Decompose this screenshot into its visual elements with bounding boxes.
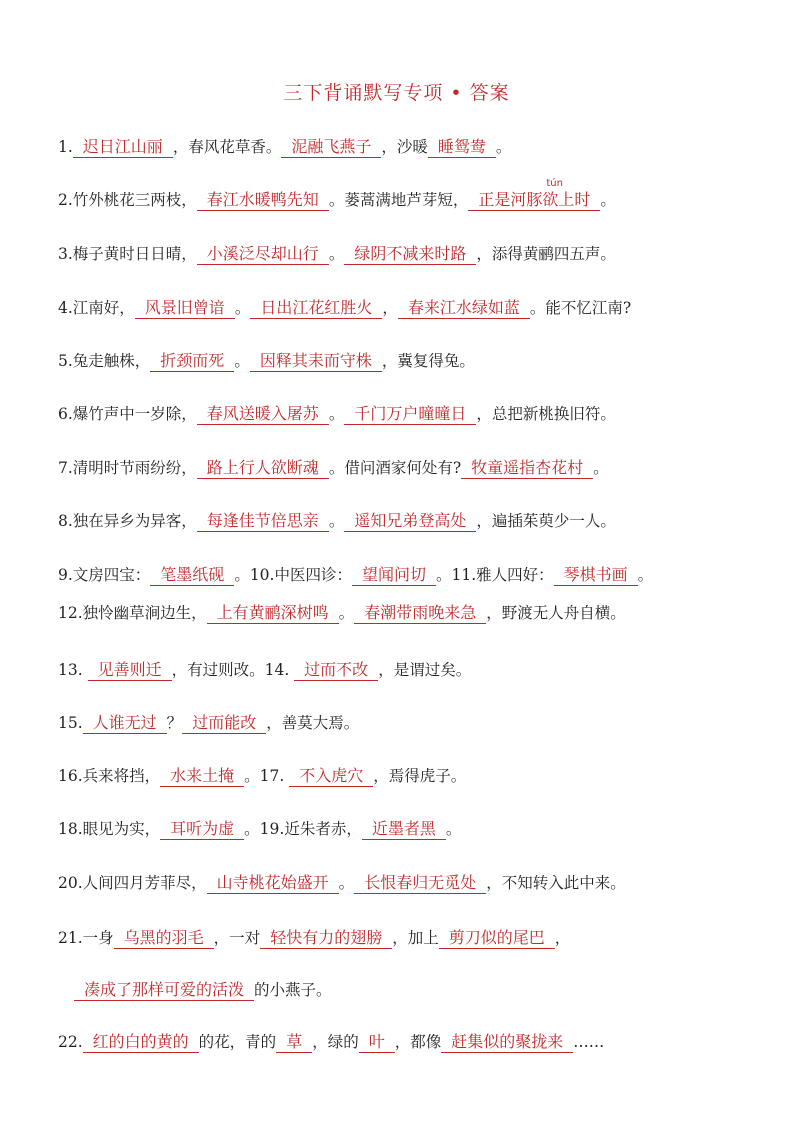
answer-blank: 路上行人欲断魂 — [197, 457, 329, 479]
prompt-text: 。 — [234, 299, 251, 317]
answer-blank: 红的白的黄的 — [83, 1031, 199, 1053]
prompt-text: ，一对 — [213, 929, 261, 947]
prompt-text: ，有过则改。14. — [171, 661, 295, 679]
prompt-text: ，添得黄鹂四五声。 — [476, 245, 616, 263]
answer-line — [58, 135, 753, 159]
answer-line — [58, 349, 753, 373]
prompt-text: 。17. — [244, 767, 290, 785]
prompt-text: 3.梅子黄时日日晴， — [58, 245, 197, 263]
prompt-text: 。 — [600, 191, 616, 209]
answer-blank: 乌黑的羽毛 — [114, 927, 214, 949]
prompt-text: 6.爆竹声中一岁除， — [58, 405, 197, 423]
answer-line — [58, 764, 753, 788]
prompt-text: 22. — [58, 1033, 83, 1051]
prompt-text: 。 — [338, 874, 355, 892]
answer-blank: 千门万户曈曈日 — [344, 403, 476, 425]
answer-line — [58, 509, 753, 533]
prompt-text: ，焉得虎子。 — [373, 767, 467, 785]
prompt-text: 的花，青的 — [198, 1033, 277, 1051]
prompt-text: ， — [382, 299, 398, 317]
prompt-text: 21.一身 — [58, 929, 114, 947]
answer-blank: 每逢佳节倍思亲 — [197, 510, 329, 532]
answer-blank: 折颈而死 — [150, 350, 234, 372]
answer-blank: 水来土掩 — [160, 765, 244, 787]
prompt-text: 13. — [58, 661, 88, 679]
prompt-text: 。 — [234, 352, 250, 370]
pinyin-annotation: tún — [546, 178, 563, 189]
page-title: 三下背诵默写专项 • 答案 — [283, 82, 510, 104]
answer-blank: 剪刀似的尾巴 — [439, 927, 555, 949]
answer-line — [58, 456, 753, 480]
answer-line — [58, 242, 753, 266]
answer-blank: 过而能改 — [182, 712, 266, 734]
prompt-text: 。能不忆江南? — [529, 299, 632, 317]
prompt-text: 。 — [338, 604, 355, 622]
prompt-text: ，不知转入此中来。 — [486, 874, 626, 892]
prompt-text: 。 — [593, 459, 609, 477]
prompt-text: ？ — [166, 714, 183, 732]
answer-blank: 凑成了那样可爱的活泼 — [74, 979, 254, 1001]
answer-blank: 牧童遥指杏花村 — [461, 457, 593, 479]
answer-blank: 春来江水绿如蓝 — [398, 297, 530, 319]
answer-blank: 赶集似的聚拢来 — [441, 1031, 573, 1053]
answer-line — [74, 978, 753, 1002]
answer-blank: 不入虎穴 — [289, 765, 373, 787]
answer-blank: 遥知兄弟登高处 — [344, 510, 476, 532]
answer-blank: 叶 — [359, 1031, 395, 1053]
prompt-text: 5.兔走触株， — [58, 352, 151, 370]
prompt-text: 7.清明时节雨纷纷， — [58, 459, 197, 477]
prompt-text: ，野渡无人舟自横。 — [486, 604, 626, 622]
prompt-text: 的小燕子。 — [254, 981, 332, 999]
answer-blank: 春江水暖鸭先知 — [197, 189, 329, 211]
answer-blank: 正是河豚欲上时 tún — [468, 189, 600, 211]
prompt-text: 。19.近朱者赤， — [244, 820, 362, 838]
answer-line — [58, 1030, 753, 1054]
answer-blank: 日出江花红胜火 — [250, 297, 382, 319]
prompt-text: 。10.中医四诊： — [234, 566, 352, 584]
prompt-text: ，总把新桃换旧符。 — [476, 405, 616, 423]
answer-blank: 春潮带雨晚来急 — [354, 602, 486, 624]
answer-blank: 琴棋书画 — [554, 564, 638, 586]
answer-line — [58, 711, 753, 735]
prompt-text: 9.文房四宝： — [58, 566, 151, 584]
prompt-text: ，冀复得兔。 — [381, 352, 475, 370]
answer-blank: 人谁无过 — [83, 712, 167, 734]
prompt-text: ，都像 — [394, 1033, 442, 1051]
prompt-text: 15. — [58, 714, 83, 732]
prompt-text: 。 — [328, 405, 345, 423]
prompt-text: 。蒌蒿满地芦芽短， — [328, 191, 469, 209]
answer-line — [58, 871, 753, 895]
answer-blank: 上有黄鹂深树鸣 — [207, 602, 339, 624]
prompt-text: 。 — [445, 820, 462, 838]
answer-line — [58, 402, 753, 426]
prompt-text: 20.人间四月芳菲尽， — [58, 874, 207, 892]
prompt-text: ， — [554, 929, 571, 947]
answer-blank: 见善则迁 — [88, 659, 172, 681]
prompt-text: 。 — [637, 566, 654, 584]
answer-blank: 小溪泛尽却山行 — [197, 243, 329, 265]
answer-blank: 绿阴不减来时路 — [344, 243, 476, 265]
prompt-text: ，遍插茱萸少一人。 — [476, 512, 616, 530]
answer-blank: 因释其耒而守株 — [250, 350, 382, 372]
prompt-text: ，是谓过矣。 — [378, 661, 472, 679]
prompt-text: ，善莫大焉。 — [266, 714, 360, 732]
prompt-text: 。 — [495, 138, 512, 156]
answer-blank: 迟日江山丽 — [73, 136, 173, 158]
answer-blank: 长恨春归无觅处 — [354, 872, 486, 894]
answer-line — [58, 926, 753, 950]
prompt-text: 。 — [328, 245, 345, 263]
prompt-text: ，春风花草香。 — [172, 138, 282, 156]
answer-blank: 山寺桃花始盛开 — [207, 872, 339, 894]
answer-blank: 春风送暖入屠苏 — [197, 403, 329, 425]
answer-line — [58, 601, 753, 625]
prompt-text: 8.独在异乡为异客， — [58, 512, 197, 530]
prompt-text: 4.江南好， — [58, 299, 135, 317]
answer-line — [58, 563, 753, 587]
answer-blank: 轻快有力的翅膀 — [260, 927, 392, 949]
prompt-text: 1. — [58, 138, 73, 156]
prompt-text: 18.眼见为实， — [58, 820, 161, 838]
prompt-text: 。 — [328, 512, 345, 530]
answer-line — [58, 296, 753, 320]
prompt-text: ，绿的 — [312, 1033, 359, 1051]
answer-line — [58, 817, 753, 841]
answer-blank: 望闻问切 — [352, 564, 436, 586]
prompt-text: 2.竹外桃花三两枝， — [58, 191, 197, 209]
answer-blank: 泥融飞燕子 — [281, 136, 381, 158]
prompt-text: ，沙暖 — [381, 138, 428, 156]
prompt-text: 。借问酒家何处有? — [328, 459, 462, 477]
answer-blank: 笔墨纸砚 — [150, 564, 234, 586]
answer-blank: 近墨者黑 — [362, 818, 446, 840]
answer-blank: 过而不改 — [294, 659, 378, 681]
answer-blank: 草 — [276, 1031, 312, 1053]
prompt-text: 。11.雅人四好： — [435, 566, 554, 584]
prompt-text: 16.兵来将挡， — [58, 767, 161, 785]
answer-blank: 耳听为虚 — [160, 818, 244, 840]
answer-line — [58, 658, 753, 682]
answer-line — [58, 178, 753, 212]
prompt-text: …… — [573, 1033, 605, 1051]
prompt-text: 12.独怜幽草涧边生， — [58, 604, 207, 622]
answer-blank: 风景旧曾谙 — [135, 297, 235, 319]
answer-blank: 睡鸳鸯 — [428, 136, 496, 158]
prompt-text: ，加上 — [392, 929, 439, 947]
